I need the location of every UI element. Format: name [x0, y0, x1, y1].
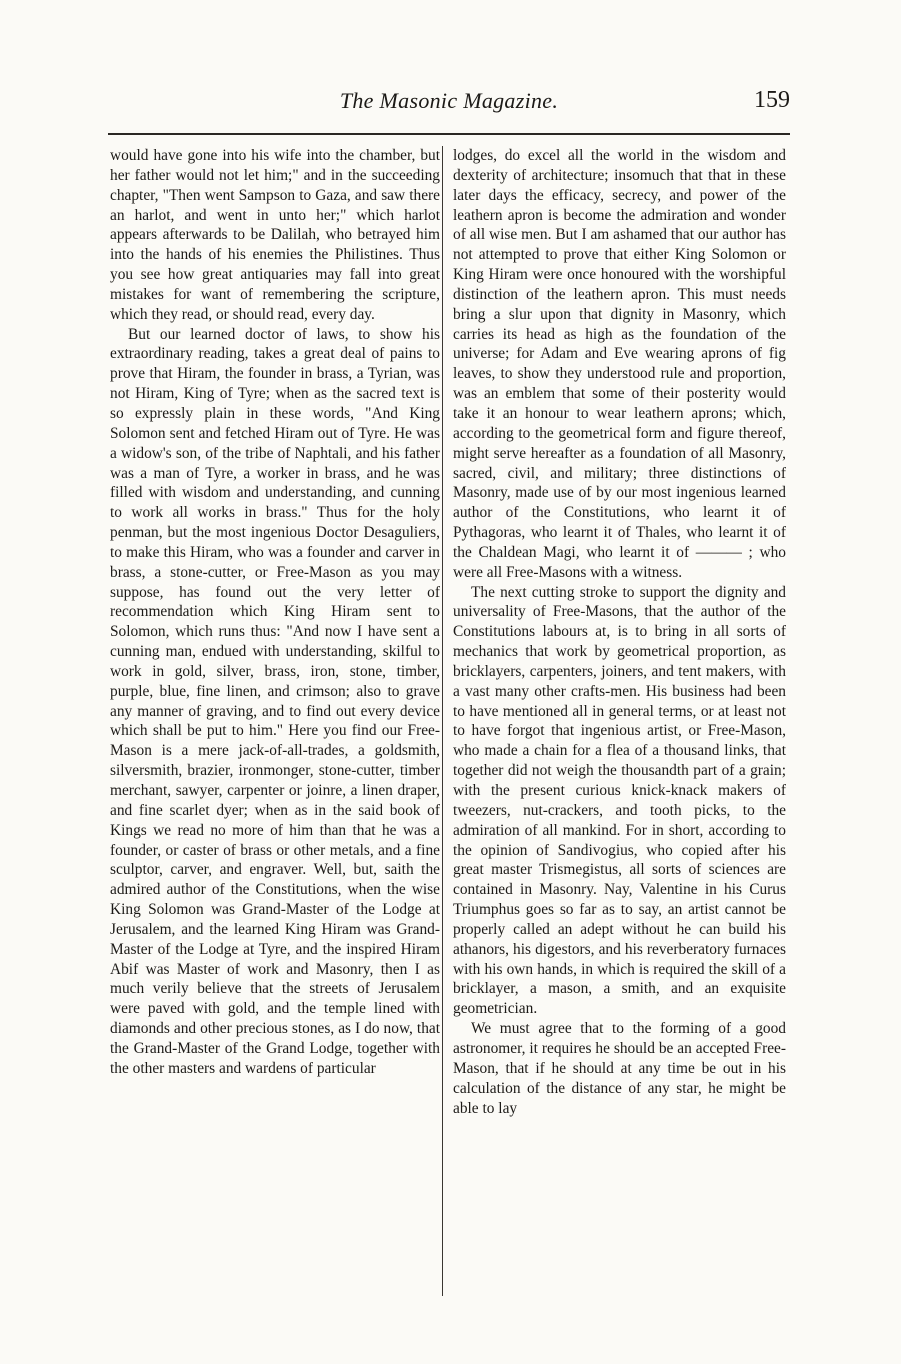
- column-divider: [442, 146, 443, 1296]
- left-paragraph-2: But our learned doctor of laws, to show his extraordinary reading, takes a great deal of pains to prove that Hiram, the founder in brass, a Tyrian, was not Hiram, King of Tyre; when as the sacred text is so expressly plain in these words, "And King Solomon sent and fetched Hiram out of Tyre. He was a widow's son, of the tribe of Naphtali, and his father was a man of Tyre, a worker in brass, and he was filled with wisdom and understanding, and cunning to work all works in brass." Thus for the holy penman, but the most ingenious Doctor Desaguliers, to make this Hiram, who was a founder and carver in brass, a stone-cutter, or Free-Mason as you may suppose, has found out the very letter of recommendation which King Hiram sent to Solomon, which runs thus: "And now I have sent a cunning man, endued with understanding, skilful to work in gold, silver, brass, iron, stone, timber, purple, blue, fine linen, and crimson; also to grave any manner of graving, and to find out every device which shall be put to him." Here you find our Free-Mason is a mere jack-of-all-trades, a goldsmith, silversmith, brazier, ironmonger, stone-cutter, timber merchant, sawyer, carpenter or joinre, a linen draper, and fine scarlet dyer; when as in the said book of Kings we read no more of him than that he was a founder, or caster of brass or other metals, and a fine sculptor, carver, and engraver. Well, but, saith the admired author of the Constitutions, when the wise King Solomon was Grand-Master of the Lodge at Jerusalem, and the learned King Hiram was Grand-Master of the Lodge at Tyre, and the inspired Hiram Abif was Master of work and Masonry, then I as much verily believe that the streets of Jerusalem were paved with gold, and the temple lined with diamonds and other precious stones, as I do now, that the Grand-Master of the Grand Lodge, together with the other masters and wardens of particular: [110, 325, 440, 1077]
- left-column: [110, 146, 440, 1079]
- page-number: 159: [754, 87, 790, 113]
- left-paragraph-1: would have gone into his wife into the chamber, but her father would not let him;" and in the succeeding chapter, "Then went Sampson to Gaza, and saw there an harlot, and went in unto her;" which harlot appears afterwards to be Dalilah, who betrayed him into the hands of his enemies the Philistines. Thus you see how great antiquaries may fall into great mistakes for want of remembering the scripture, which they read, or should read, every day.: [110, 147, 440, 323]
- right-paragraph-2: The next cutting stroke to support the dignity and universality of Free-Masons, that the author of the Constitutions labours at, is to bring in all sorts of mechanics that work by geometrical proportion, as bricklayers, carpenters, joiners, and tent makers, with a vast many other crafts-men. His business had been to have mentioned all in general terms, or at least not to have forgot that ingenious artist, or Free-Mason, who made a chain for a flea of a thousand links, that together did not weigh the thousandth part of a grain; with the present curious knick-knack makers of tweezers, nut-crackers, and tooth picks, to the admiration of all mankind. For in short, according to the opinion of Sandivogius, who copied after his great master Trismegistus, all sorts of sciences are contained in Masonry. Nay, Valentine in his Curus Triumphus goes so far as to say, an artist cannot be properly called an adept without he can build his athanors, his digestors, and his reverberatory furnaces with his own hands, in which is required the skill of a bricklayer, a mason, a smith, and an exquisite geometrician.: [453, 583, 786, 1018]
- right-paragraph-3: We must agree that to the forming of a good astronomer, it requires he should be an accepted Free-Mason, that if he should at any time be out in his calculation of the distance of any star, he might be able to lay: [453, 1020, 786, 1117]
- running-title: The Masonic Magazine.: [339, 88, 559, 113]
- right-paragraph-1: lodges, do excel all the world in the wisdom and dexterity of architecture; insomuch that that in these later days the efficacy, secrecy, and power of the leathern apron is become the admiration and wonder of all wise men. But I am ashamed that our author has not attempted to prove that either King Solomon or King Hiram were once honoured with the worshipful distinction of the leathern apron. This must needs bring a slur upon that dignity in Masonry, which carries its head as high as the foundation of the universe; for Adam and Eve wearing aprons of fig leaves, to show they understood rule and proportion, was an emblem that some of their posterity would take it an honour to wear leathern aprons; which, according to the geometrical form and figure thereof, might serve hereafter as a foundation of all Masonry, sacred, civil, and military; three distinctions of Masonry, made use of by our most ingenious learned author of the Constitutions, who learnt it of Pythagoras, who learnt it of Thales, who learnt it of the Chaldean Magi, who learnt it of ——— ; who were all Free-Masons with a witness.: [453, 147, 786, 581]
- header-rule: [108, 133, 790, 135]
- right-column: [453, 146, 786, 1118]
- page-header: [108, 84, 790, 124]
